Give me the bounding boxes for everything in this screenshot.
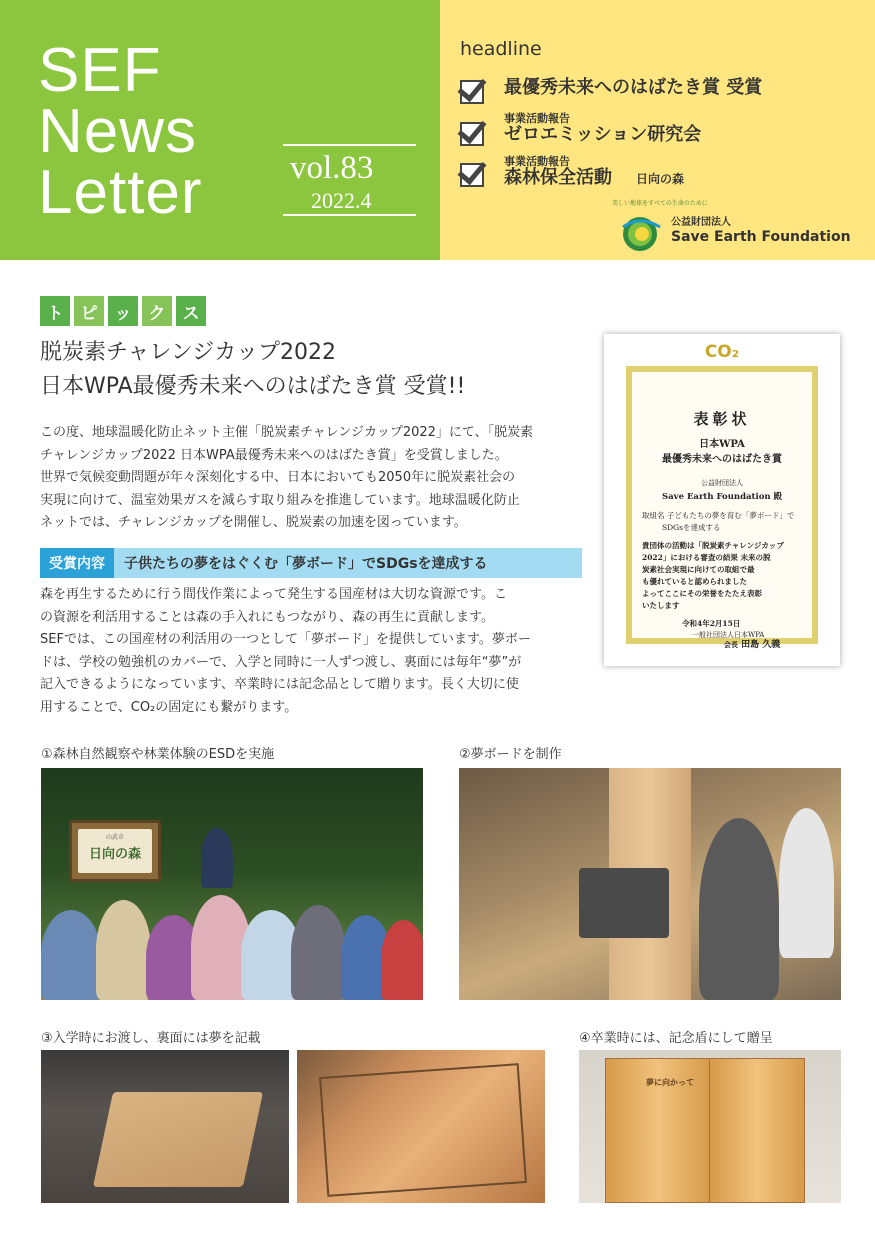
certificate-co2-badge: CO₂ <box>704 342 740 362</box>
photo-forest-observation <box>41 768 423 1000</box>
text-line: 世界で気候変動問題が年々深刻化する中、日本においても2050年に脱炭素社会の <box>40 470 516 485</box>
article-paragraph-2 <box>40 584 585 719</box>
photo-caption-4: ④卒業時には、記念盾にして贈呈 <box>579 1031 773 1046</box>
headline-label: headline <box>460 38 542 60</box>
volume-rule-bottom <box>283 214 416 216</box>
volume-rule-top <box>283 144 416 146</box>
photo-belt-sander <box>579 868 669 938</box>
forest-sign-small: 山武市 <box>105 834 124 841</box>
certificate-chair-name: 田島 久義 <box>741 640 781 650</box>
text-line: 森を再生するために行う間伐作業によって発生する国産材は大切な資源です。こ <box>40 587 507 602</box>
photo-crowd <box>41 880 423 1000</box>
photo-dream-board <box>93 1092 263 1187</box>
topics-char: ト <box>40 296 70 326</box>
topics-char: ピ <box>74 296 104 326</box>
certificate-project-line-2: SDGsを達成する <box>662 523 721 532</box>
photo-workshop <box>459 768 841 1000</box>
text-line: も優れていると認められました <box>642 577 747 586</box>
photo-person <box>201 828 233 888</box>
headline-item-1[interactable] <box>460 76 762 104</box>
photo-desk-cover <box>41 1050 289 1203</box>
masthead-title-line-1: SEF <box>38 36 162 105</box>
text-line: の資源を利活用することは森の手入れにもつながり、森の再生に貢献します。 <box>40 609 494 625</box>
text-line: 炭素社会実現に向けての取組で最 <box>642 565 755 574</box>
certificate-signature <box>642 639 810 651</box>
photo-caption-3: ③入学時にお渡し、裏面には夢を記載 <box>41 1031 261 1046</box>
checkbox-checked-icon <box>460 118 490 146</box>
photo-caption-1: ①森林自然観察や林業体験のESDを実施 <box>41 747 275 762</box>
plaque-right-panel <box>709 1058 805 1203</box>
text-line: ドは、学校の勉強机のカバーで、入学と同時に一人ずつ渡し、裏面には毎年“夢”が <box>40 654 522 670</box>
masthead-title-line-2: News <box>38 97 198 166</box>
checkbox-checked-icon <box>460 159 490 187</box>
volume-number: vol.83 <box>290 150 374 186</box>
text-line: チャレンジカップ2022 日本WPA最優秀未来へのはばたき賞」を受賞しました。 <box>40 447 508 463</box>
photo-person <box>699 818 779 1000</box>
issue-date: 2022.4 <box>311 188 372 213</box>
text-line: 貴団体の活動は「脱炭素チャレンジカップ <box>642 541 784 550</box>
headline-main-3: 森林保全活動 <box>504 167 612 189</box>
photo-caption-2: ②夢ボードを制作 <box>459 747 562 762</box>
article-heading-line-1: 脱炭素チャレンジカップ2022 <box>40 340 337 365</box>
text-line: いたします <box>642 601 680 610</box>
text-line: ネットでは、チャレンジカップを開催し、脱炭素の加速を図っています。 <box>40 515 467 530</box>
text-line: SEFでは、この国産材の利活用の一つとして「夢ボード」を提供しています。夢ボー <box>40 632 531 647</box>
topics-char: ク <box>142 296 172 326</box>
logo-tagline: 美しい地球をすべての生命のために <box>612 200 708 207</box>
logo-org-type: 公益財団法人 <box>671 217 731 228</box>
headline-main-1: 最優秀未来へのはばたき賞 受賞 <box>504 77 763 98</box>
topics-char: ス <box>176 296 206 326</box>
award-tag: 受賞内容 <box>40 548 114 578</box>
article-paragraph-1 <box>40 422 585 535</box>
plaque-title: 夢に向かって <box>646 1078 694 1087</box>
photo-desk-back <box>297 1050 545 1203</box>
award-content-bar <box>40 548 582 578</box>
text-line: この度、地球温暖化防止ネット主催「脱炭素チャレンジカップ2022」にて、「脱炭素 <box>40 425 534 440</box>
photo-board-frame <box>319 1063 527 1197</box>
certificate-issuer: 一般社団法人日本WPA <box>692 631 765 639</box>
headline-main-2: ゼロエミッション研究会 <box>504 124 702 146</box>
certificate-project <box>642 510 810 534</box>
forest-sign-text: 日向の森 <box>88 847 141 862</box>
text-line: 2022」における審査の結果 未来の脱 <box>642 553 771 562</box>
topics-char: ッ <box>108 296 138 326</box>
headline-item-3[interactable] <box>460 155 684 188</box>
certificate-recipient: Save Earth Foundation 殿 <box>662 492 782 502</box>
headline-tag-3: 日向の森 <box>636 172 685 187</box>
logo-org-name: Save Earth Foundation <box>671 229 851 245</box>
text-line: 実現に向けて、温室効果ガスを減らす取り組みを推進しています。地球温暖化防止 <box>40 492 520 508</box>
certificate-date: 令和4年2月15日 <box>682 619 741 628</box>
text-line: よってここにその栄誉をたたえ表彰 <box>642 589 762 598</box>
plaque-left-panel <box>605 1058 711 1203</box>
headline-sub-3: 事業活動報告 <box>504 155 570 168</box>
certificate-project-label: 取組名 <box>642 511 665 520</box>
headline-sub-2: 事業活動報告 <box>504 112 570 125</box>
text-line: 記入できるようになっています、卒業時には記念品として贈ります。長く大切に使 <box>40 677 519 692</box>
certificate-award-line-2: 最優秀未来へのはばたき賞 <box>662 454 782 465</box>
text-line: 用することで、CO₂の固定にも繋がります。 <box>40 699 298 715</box>
checkbox-checked-icon <box>460 76 490 104</box>
award-title: 子供たちの夢をはぐくむ「夢ボード」でSDGsを達成する <box>124 556 488 572</box>
masthead-panel <box>0 0 440 260</box>
forest-sign <box>69 820 161 882</box>
certificate-title: 表彰状 <box>693 410 751 428</box>
certificate-award-line-1: 日本WPA <box>699 439 745 450</box>
photo-memorial-plaque <box>579 1050 841 1203</box>
certificate-frame <box>626 342 818 650</box>
masthead-title-line-3: Letter <box>38 158 203 227</box>
certificate-body <box>642 540 810 612</box>
save-earth-globe-icon <box>620 213 664 253</box>
article-heading-line-2: 日本WPA最優秀未来へのはばたき賞 受賞!! <box>40 374 466 399</box>
certificate-chair-title: 会長 <box>724 640 738 649</box>
photo-person <box>779 808 834 958</box>
certificate-recipient-type: 公益財団法人 <box>701 479 743 487</box>
certificate-project-line-1: 子どもたちの夢を育む「夢ボード」で <box>666 511 795 520</box>
headline-item-2[interactable] <box>460 112 701 146</box>
award-certificate <box>604 334 840 666</box>
topics-label <box>40 296 206 326</box>
